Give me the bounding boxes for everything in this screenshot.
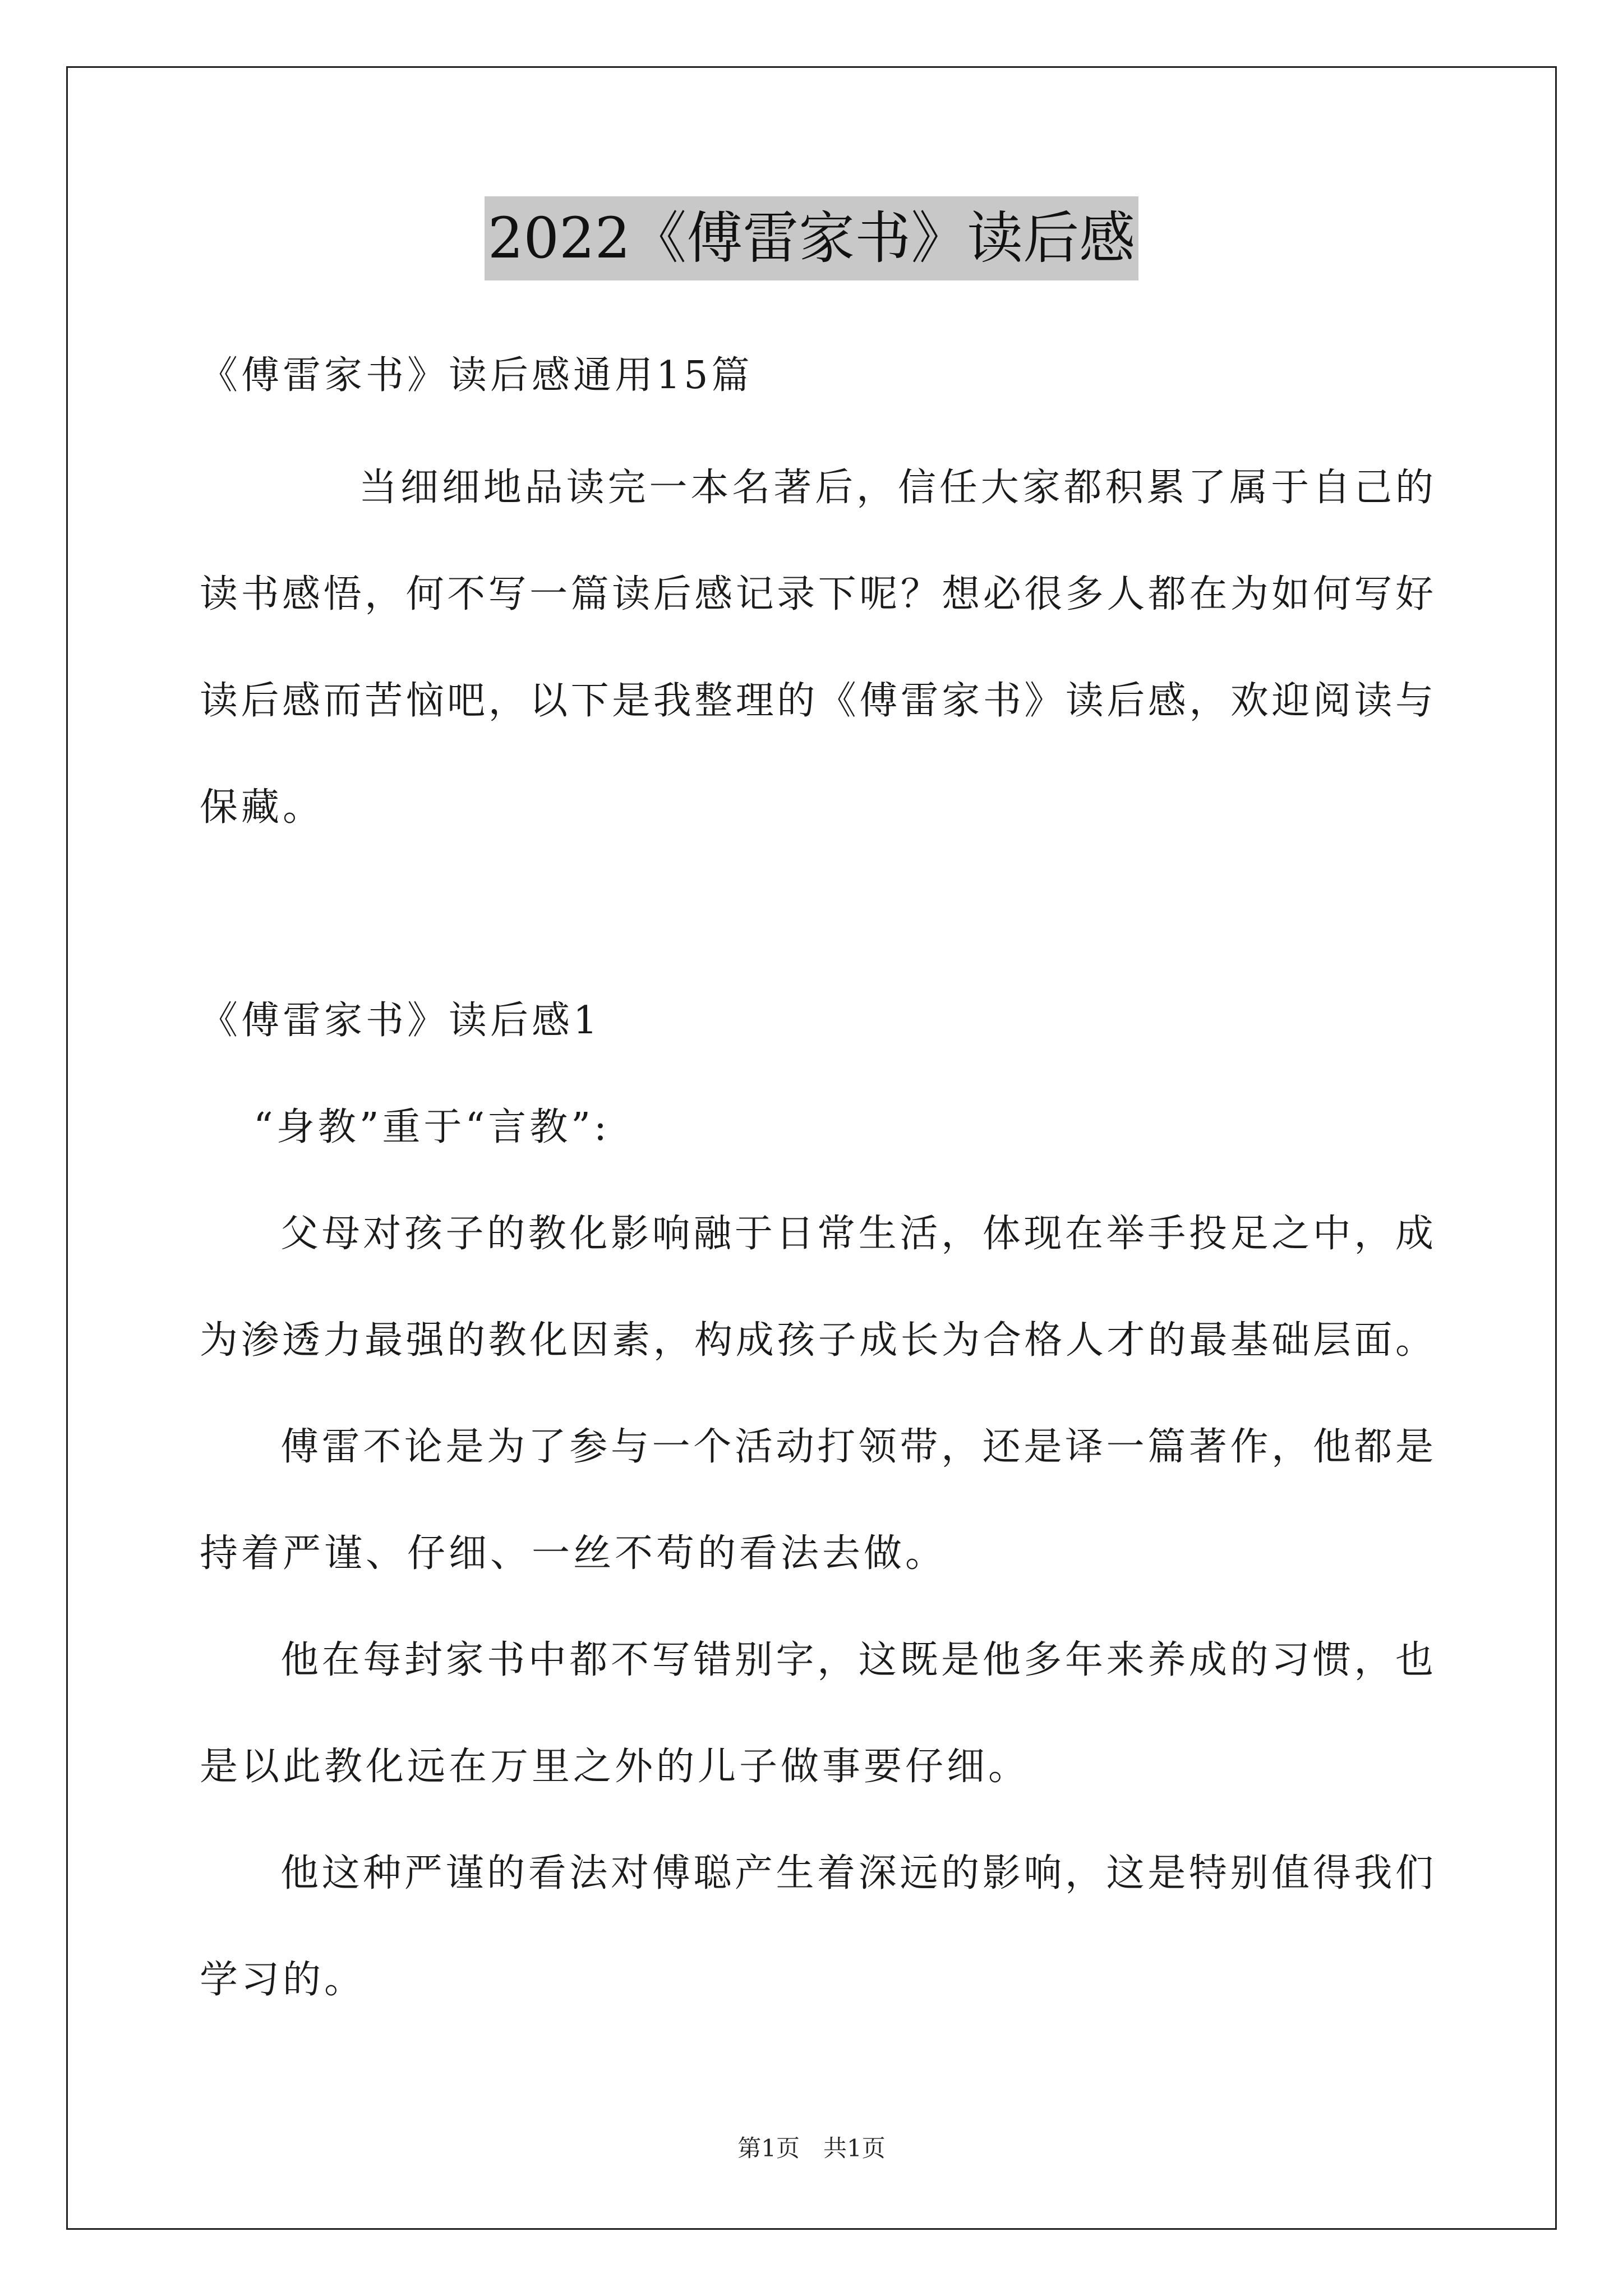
paragraph-line: 他这种严谨的看法对傅聪产生着深远的影响，这是特别值得我们 [280, 1851, 1433, 1895]
paragraph-line: 父母对孩子的教化影响融于日常生活，体现在举手投足之中，成 [280, 1212, 1433, 1256]
paragraph-line: 当细细地品读完一本名著后，信任大家都积累了属于自己的 [359, 466, 1433, 510]
paragraph-line: 学习的。 [200, 1958, 366, 2002]
paragraph-line: 读后感而苦恼吧，以下是我整理的《傅雷家书》读后感，欢迎阅读与 [200, 679, 1433, 723]
paragraph-line: 持着严谨、仔细、一丝不苟的看法去做。 [200, 1531, 947, 1576]
paragraph-line: 他在每封家书中都不写错别字，这既是他多年来养成的习惯，也 [280, 1638, 1433, 1682]
title-container [0, 196, 1623, 280]
paragraph-line: 为渗透力最强的教化因素，构成孩子成长为合格人才的最基础层面。 [200, 1318, 1433, 1363]
page-number-footer: 第1页 共1页 [737, 2134, 886, 2162]
document-title: 2022《傅雷家书》读后感 [485, 196, 1139, 280]
section-heading: 《傅雷家书》读后感1 [200, 999, 601, 1043]
paragraph-line: 保藏。 [200, 785, 325, 830]
section-subheading: “身教”重于“言教”: [253, 1105, 610, 1149]
subtitle: 《傅雷家书》读后感通用15篇 [200, 353, 753, 398]
paragraph-line: 傅雷不论是为了参与一个活动打领带，还是译一篇著作，他都是 [280, 1425, 1433, 1469]
paragraph-line: 是以此教化远在万里之外的儿子做事要仔细。 [200, 1745, 1030, 1789]
paragraph-line: 读书感悟，何不写一篇读后感记录下呢？想必很多人都在为如何写好 [200, 572, 1433, 616]
